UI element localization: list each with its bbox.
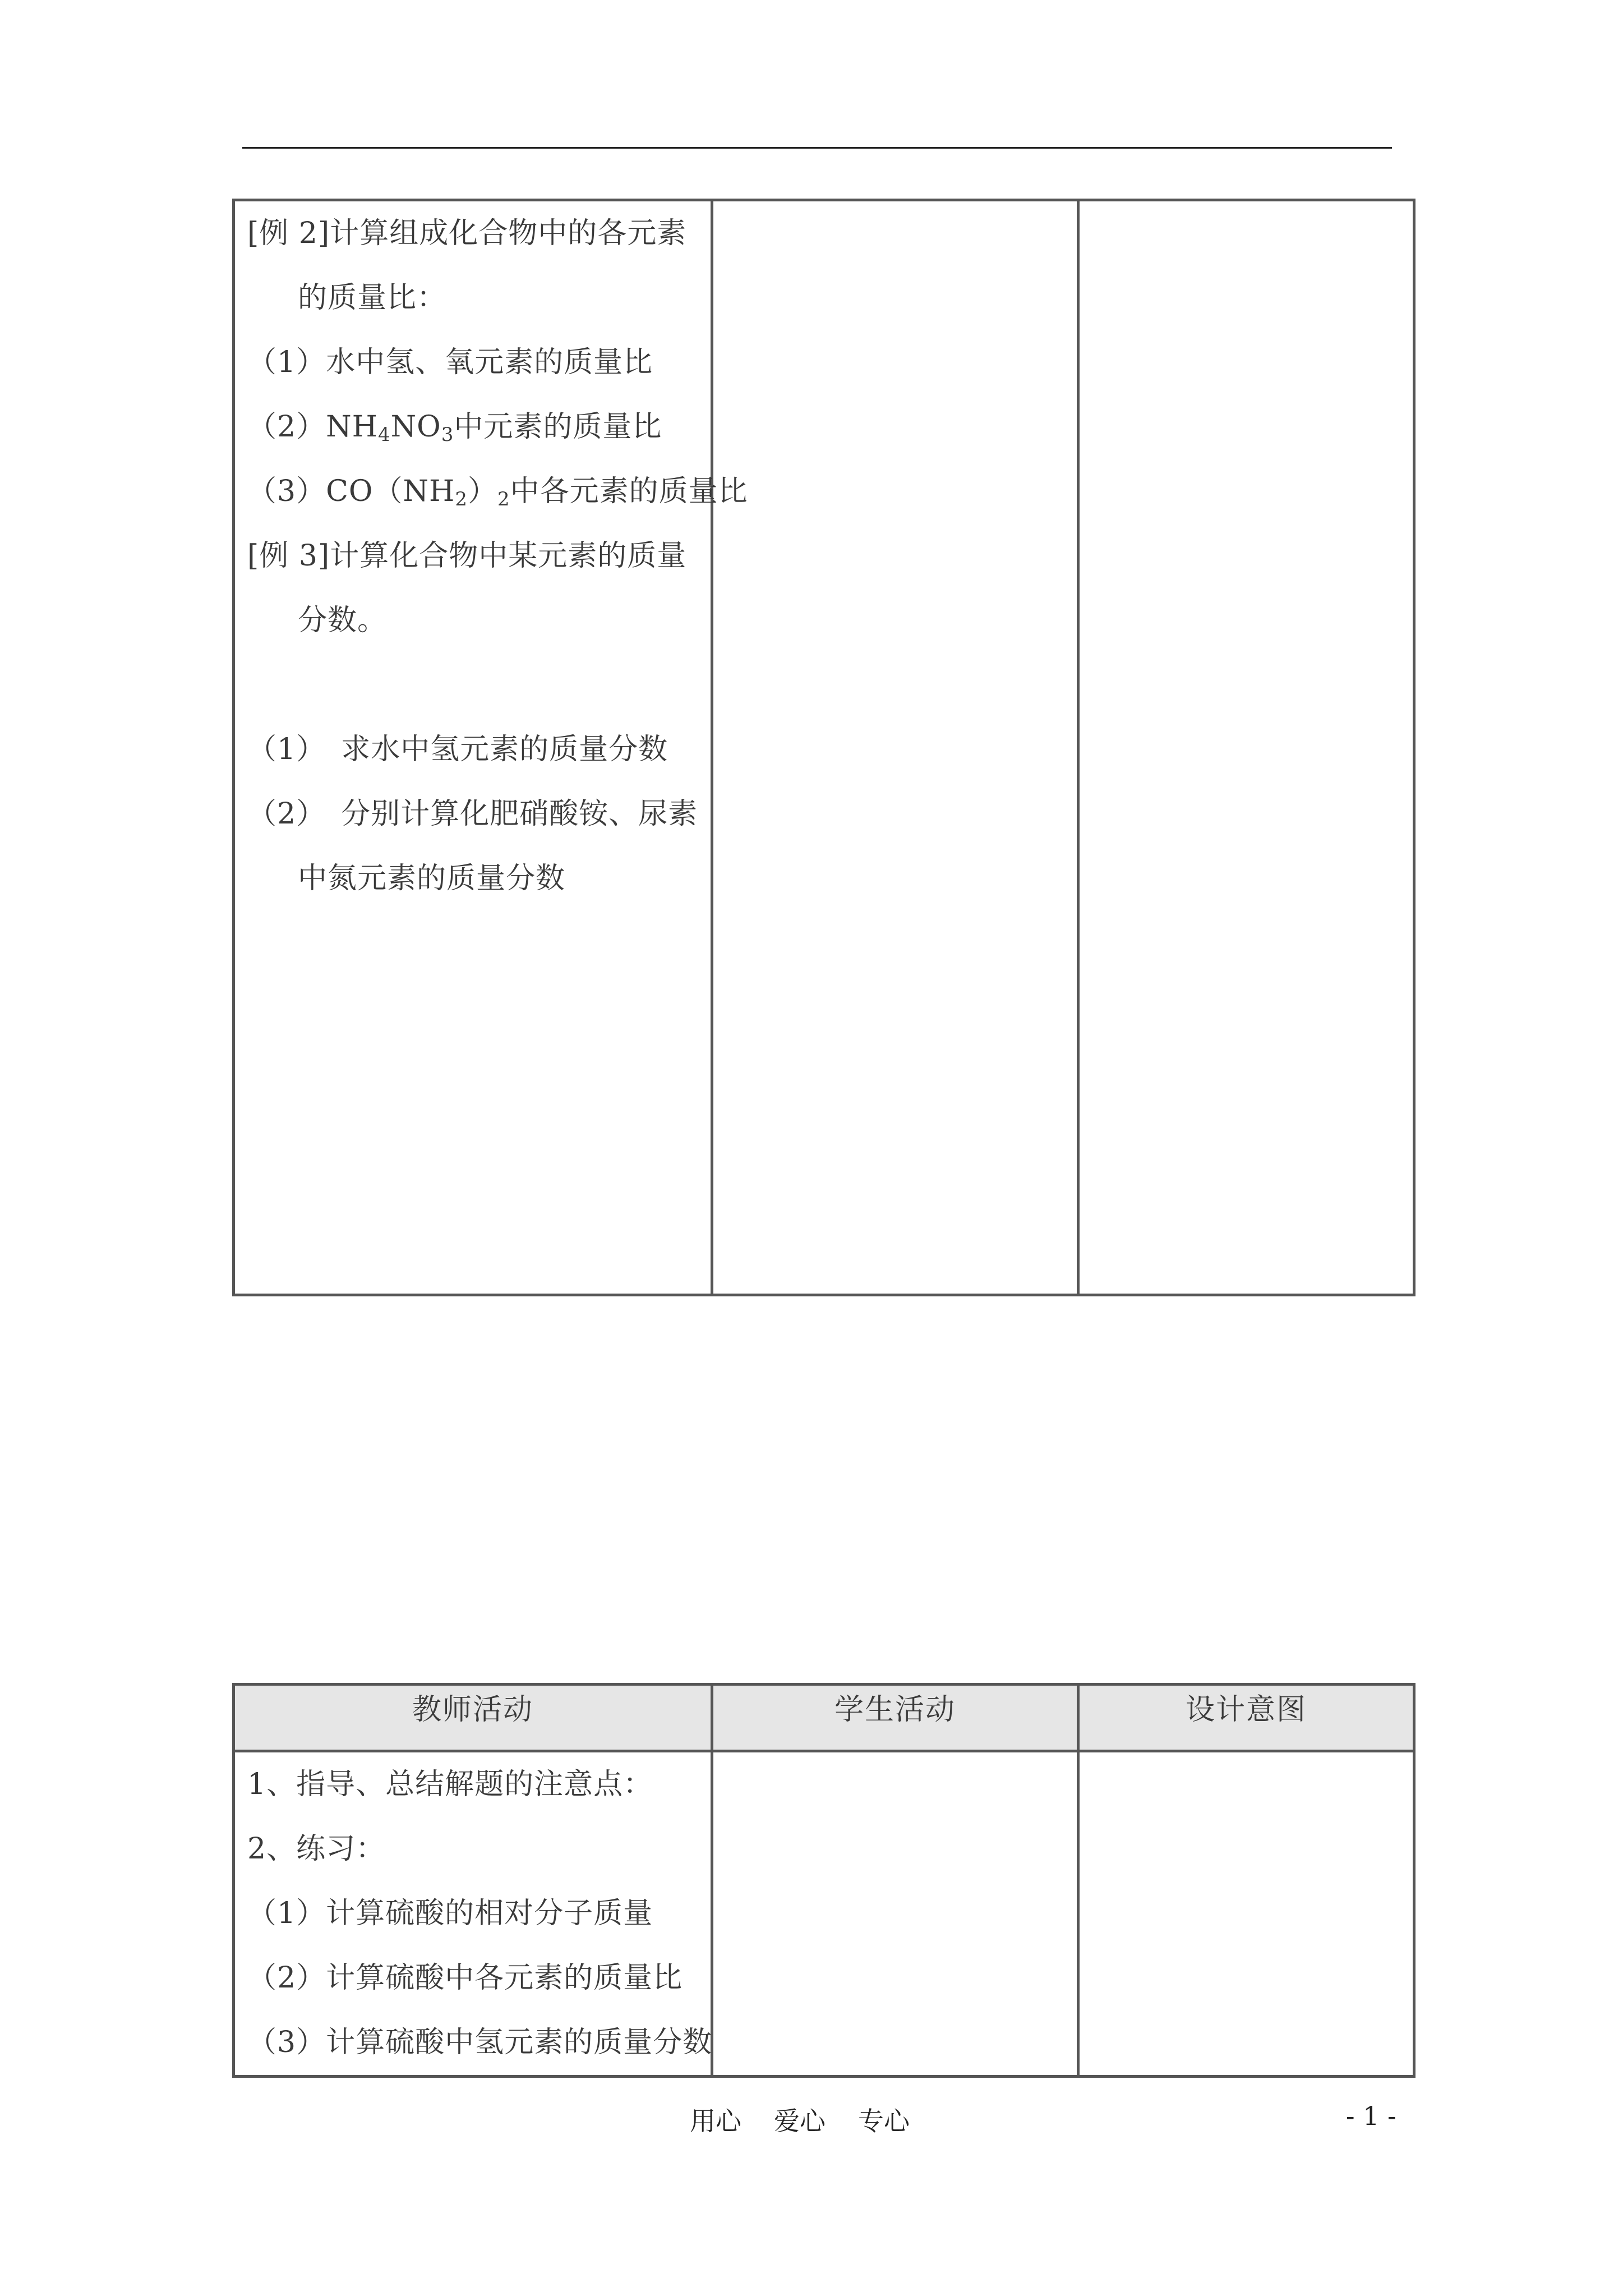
blank-line (235, 653, 711, 717)
practice-item-1: （1）计算硫酸的相对分子质量 (247, 1897, 653, 1930)
header-rule (242, 147, 1392, 149)
practice-item-3: （3）计算硫酸中氢元素的质量分数 (247, 2026, 713, 2059)
example-3-item-2: （2） 分别计算化肥硝酸铵、尿素 (247, 797, 698, 831)
practice-item-2: （2）计算硫酸中各元素的质量比 (247, 1961, 683, 1995)
footer-word: 爱心 (774, 2106, 826, 2136)
example-3-item-2-cont: 中氮元素的质量分数 (298, 862, 566, 895)
footer-motto (690, 2101, 942, 2138)
footer-word: 用心 (690, 2106, 741, 2136)
guidance-line: 1、指导、总结解题的注意点： (247, 1768, 653, 1801)
student-activity-cell (712, 200, 1078, 1295)
example-2-title-cont: 的质量比： (298, 281, 447, 315)
example-2-item-3: $(3)CO(NH_2)_2$中各元素的质量比 (247, 475, 748, 510)
example-3-item-1: （1） 求水中氢元素的质量分数 (247, 733, 668, 766)
header-teacher-activity: 教师活动 (234, 1685, 712, 1751)
practice-heading: 2、练习： (247, 1832, 386, 1866)
example-3-title: [例 3]计算化合物中某元素的质量 (247, 539, 687, 573)
header-design-intent: 设计意图 (1078, 1685, 1414, 1751)
example-3-title-cont: 分数。 (298, 604, 388, 637)
student-activity-cell (712, 1751, 1078, 2077)
design-intent-cell (1078, 200, 1414, 1295)
teacher-activity-cell (234, 200, 748, 1295)
design-intent-cell (1078, 1751, 1414, 2077)
lesson-table-bottom (232, 1683, 1415, 2078)
footer-word: 专心 (858, 2106, 910, 2136)
header-student-activity: 学生活动 (712, 1685, 1078, 1751)
example-2-item-2: $(2)NH_4NO_3$中元素的质量比 (247, 410, 662, 446)
page-number: - 1 - (1346, 2101, 1396, 2131)
lesson-table-top (232, 199, 1415, 1296)
example-2-title: [例 2]计算组成化合物中的各元素 (247, 217, 687, 250)
example-2-item-1: （1）水中氢、氧元素的质量比 (247, 346, 653, 379)
teacher-activity-cell (234, 1751, 712, 2077)
